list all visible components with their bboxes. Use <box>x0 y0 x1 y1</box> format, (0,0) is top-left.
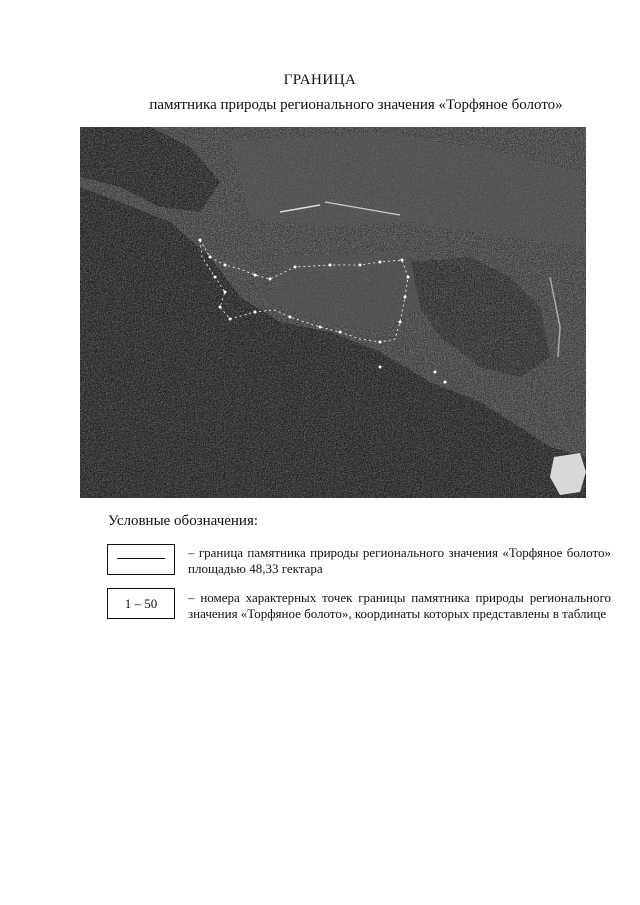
boundary-point <box>224 264 227 267</box>
boundary-point <box>404 296 407 299</box>
boundary-point <box>224 291 227 294</box>
boundary-point <box>199 239 202 242</box>
page-title: ГРАНИЦА <box>283 72 357 88</box>
boundary-point <box>229 318 232 321</box>
boundary-point <box>399 321 402 324</box>
boundary-point <box>209 256 212 259</box>
legend-line-sample <box>117 558 165 559</box>
boundary-point <box>254 311 257 314</box>
boundary-point <box>379 261 382 264</box>
boundary-point <box>407 276 410 279</box>
legend-text-boundary: – граница памятника природы регионального значения «Торфяное болото» площадью 48,33 гектара <box>188 545 611 576</box>
boundary-point <box>401 259 404 262</box>
legend-title: Условные обозначения: <box>108 513 259 529</box>
legend-symbol-boundary <box>107 544 175 575</box>
page-subtitle: памятника природы регионального значения «Торфяное болото» <box>149 97 563 113</box>
boundary-point <box>329 264 332 267</box>
boundary-point <box>434 371 437 374</box>
boundary-point <box>444 381 447 384</box>
boundary-point <box>379 341 382 344</box>
satellite-map <box>80 127 586 498</box>
boundary-point <box>254 274 257 277</box>
boundary-point <box>289 316 292 319</box>
boundary-point <box>214 276 217 279</box>
map-image <box>80 127 586 498</box>
legend-text-points: – номера характерных точек границы памятника природы регионального значения «Торфяное болото», координаты которых представлены в таблице <box>188 590 611 621</box>
boundary-point <box>339 331 342 334</box>
boundary-point <box>269 278 272 281</box>
boundary-point <box>219 306 222 309</box>
legend-symbol-points: 1 – 50 <box>107 588 175 619</box>
boundary-point <box>379 366 382 369</box>
boundary-point <box>294 266 297 269</box>
boundary-point <box>359 264 362 267</box>
boundary-point <box>319 326 322 329</box>
